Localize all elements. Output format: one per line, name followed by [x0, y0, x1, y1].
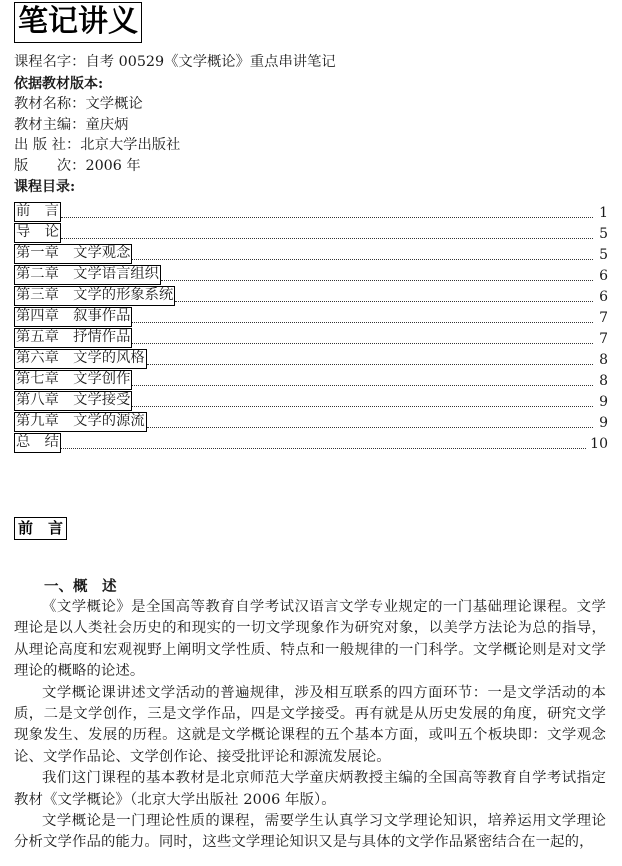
- textbook-editor-line: 教材主编：童庆炳: [14, 116, 129, 133]
- subheading-overview: 一、概 述: [44, 577, 117, 595]
- toc-page-number: 9: [599, 414, 608, 431]
- body-paragraph-2: 文学概论课讲述文学活动的普遍规律，涉及相互联系的四方面环节：一是文学活动的本质，二是文学创作，三是文学作品，四是文学接受。再有就是从历史发展的角度，研究文学现象发生、发展的历程。这就是文学概论课程的五个基本方面，或叫五个板块即：文学观念论、文学作品论、文学创作论、接受批评论和源流发展论。: [14, 684, 606, 765]
- toc-entry-summary[interactable]: [14, 432, 608, 453]
- toc-leader-dots: [132, 376, 593, 386]
- toc-entry-introduction[interactable]: [14, 222, 608, 243]
- body-paragraph-4: 文学概论是一门理论性质的课程，需要学生认真学习文学理论知识，培养运用文学理论分析文学作品的能力。同时，这些文学理论知识又是与具体的文学作品紧密结合在一起的，: [14, 812, 606, 851]
- body-paragraph-1: 《文学概论》是全国高等教育自学考试汉语言文学专业规定的一门基础理论课程。文学理论是以人类社会历史的和现实的一切文学现象作为研究对象，以美学方法论为总的指导，从理论高度和宏观视野上阐明文学性质、特点和一般规律的一门科学。文学概论则是对文学理论的概略的论述。: [14, 598, 606, 680]
- toc-page-number: 5: [599, 225, 608, 242]
- edition-line: 版 次：2006 年: [14, 157, 141, 174]
- publisher-line: 出 版 社：北京大学出版社: [14, 137, 181, 154]
- preface-heading: 前 言: [14, 517, 67, 540]
- document-title-container: [14, 0, 608, 43]
- toc-label: 课程目录:: [14, 179, 76, 196]
- toc-entry-chapter-8[interactable]: [14, 390, 608, 411]
- toc-entry-label[interactable]: 第三章 文学的形象系统: [14, 286, 175, 306]
- toc-leader-dots: [132, 397, 593, 407]
- toc-leader-dots: [161, 271, 593, 281]
- toc-entry-label[interactable]: 第五章 抒情作品: [14, 328, 132, 348]
- toc-entry-label[interactable]: 第九章 文学的源流: [14, 412, 147, 432]
- toc-page-number: 1: [599, 204, 608, 221]
- course-name-line: 课程名字：自考 00529《文学概论》重点串讲笔记: [14, 54, 336, 71]
- toc-entry-label[interactable]: 第四章 叙事作品: [14, 307, 132, 327]
- toc-page-number: 9: [599, 393, 608, 410]
- toc-entry-label[interactable]: 导 论: [14, 223, 61, 243]
- toc-page-number: 6: [599, 267, 608, 284]
- toc-entry-label[interactable]: 总 结: [14, 433, 61, 453]
- toc-entry-preface[interactable]: [14, 201, 608, 222]
- body-paragraph-3: 我们这门课程的基本教材是北京师范大学童庆炳教授主编的全国高等教育自学考试指定教材《文学概论》（北京大学出版社 2006 年版）。: [14, 770, 606, 808]
- toc-entry-chapter-2[interactable]: [14, 264, 608, 285]
- toc-entry-label[interactable]: 第六章 文学的风格: [14, 349, 147, 369]
- toc-entry-label[interactable]: 第二章 文学语言组织: [14, 265, 161, 285]
- toc-leader-dots: [175, 292, 593, 302]
- toc-leader-dots: [147, 355, 593, 365]
- toc-entry-chapter-4[interactable]: [14, 306, 608, 327]
- toc-entry-chapter-5[interactable]: [14, 327, 608, 348]
- textbook-name-line: 教材名称：文学概论: [14, 96, 143, 113]
- toc-entry-chapter-7[interactable]: [14, 369, 608, 390]
- toc-entry-chapter-9[interactable]: [14, 411, 608, 432]
- toc-page-number: 10: [590, 435, 608, 452]
- toc-page-number: 6: [599, 288, 608, 305]
- toc-page-number: 8: [599, 372, 608, 389]
- toc-leader-dots: [61, 439, 586, 449]
- toc-page-number: 7: [599, 330, 608, 347]
- toc-leader-dots: [147, 418, 593, 428]
- textbook-version-label: 依据教材版本:: [14, 75, 104, 92]
- toc-leader-dots: [61, 208, 593, 218]
- course-metadata-block: [14, 52, 608, 198]
- toc-leader-dots: [132, 313, 593, 323]
- toc-leader-dots: [61, 229, 593, 239]
- heading-spacer: [14, 540, 608, 576]
- toc-entry-chapter-3[interactable]: [14, 285, 608, 306]
- page-title: 笔记讲义: [14, 2, 142, 43]
- toc-leader-dots: [132, 250, 593, 260]
- table-of-contents: [14, 201, 608, 453]
- toc-entry-label[interactable]: 第八章 文学接受: [14, 391, 132, 411]
- preface-heading-container: [14, 517, 608, 540]
- toc-entry-chapter-6[interactable]: [14, 348, 608, 369]
- toc-entry-label[interactable]: 第一章 文学观念: [14, 244, 132, 264]
- toc-page-number: 5: [599, 246, 608, 263]
- toc-entry-label[interactable]: 第七章 文学创作: [14, 370, 132, 390]
- toc-page-number: 7: [599, 309, 608, 326]
- toc-entry-chapter-1[interactable]: [14, 243, 608, 264]
- toc-page-number: 8: [599, 351, 608, 368]
- section-spacer: [14, 453, 608, 517]
- toc-entry-label[interactable]: 前 言: [14, 202, 61, 222]
- toc-leader-dots: [132, 334, 593, 344]
